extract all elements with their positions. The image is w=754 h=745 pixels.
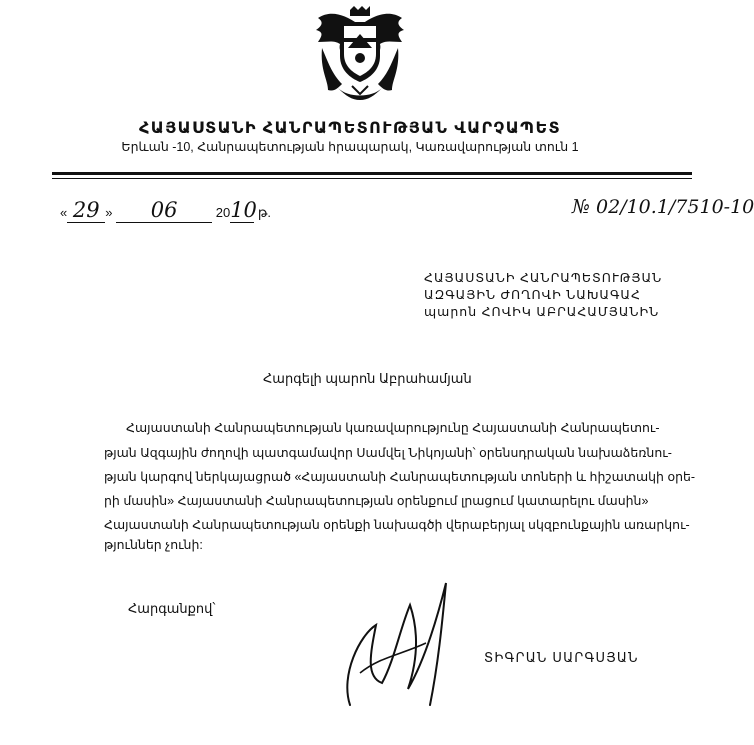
body-line: թյան Ազգային ժողովի պատգամավոր Սամվել Նիկոյանի՝ օրենսդրական նախաձեռնու-: [104, 446, 672, 460]
recipient-line-2: ԱԶԳԱՅԻՆ ԺՈՂՈՎԻ ՆԱԽԱԳԱՀ: [424, 288, 641, 302]
salutation: Հարգելի պարոն Աբրահամյան: [263, 371, 472, 386]
body-line: Հայաստանի Հանրապետության օրենքի նախագծի վերաբերյալ սկզբունքային առարկու-: [104, 518, 690, 532]
recipient-line-1: ՀԱՅԱՍՏԱՆԻ ՀԱՆՐԱՊԵՏՈՒԹՅԱՆ: [424, 271, 663, 285]
body-line: Հայաստանի Հանրապետության կառավարությունը Հայաստանի Հանրապետու-: [126, 421, 660, 435]
recipient-line-3: պարոն ՀՈՎԻԿ ԱԲՐԱՀԱՄՅԱՆԻՆ: [424, 305, 660, 319]
closing-phrase: Հարգանքով՝: [128, 601, 216, 616]
header-rule-thick: [52, 172, 692, 175]
date-line: « 29 » 06 2010 թ.: [60, 198, 272, 222]
header-rule-thin: [52, 178, 692, 179]
government-title: ՀԱՅԱՍՏԱՆԻ ՀԱՆՐԱՊԵՏՈՒԹՅԱՆ ՎԱՐՉԱՊԵՏ: [138, 120, 562, 137]
government-address: Երևան -10, Հանրապետության հրապարակ, Կառավարության տուն 1: [121, 140, 579, 154]
handwritten-signature: [330, 565, 470, 715]
date-year-suffix: 10: [230, 198, 257, 222]
registration-number: № 02/10.1/7510-10: [572, 196, 754, 218]
body-line: թյուններ չունի:: [104, 538, 203, 552]
date-month: 06: [116, 198, 212, 223]
date-day: 29: [67, 198, 105, 223]
body-line: րի մասին» Հայաստանի Հանրապետության օրենքում լրացում կատարելու մասին»: [104, 494, 649, 508]
date-suffix: թ.: [257, 205, 272, 220]
date-year-prefix: 20: [215, 205, 231, 220]
signer-name: ՏԻԳՐԱՆ ՍԱՐԳՍՅԱՆ: [484, 650, 639, 665]
coat-of-arms-emblem: [308, 4, 412, 104]
body-line: թյան կարգով ներկայացրած «Հայաստանի Հանրապետության տոների և հիշատակի օրե-: [104, 470, 696, 484]
